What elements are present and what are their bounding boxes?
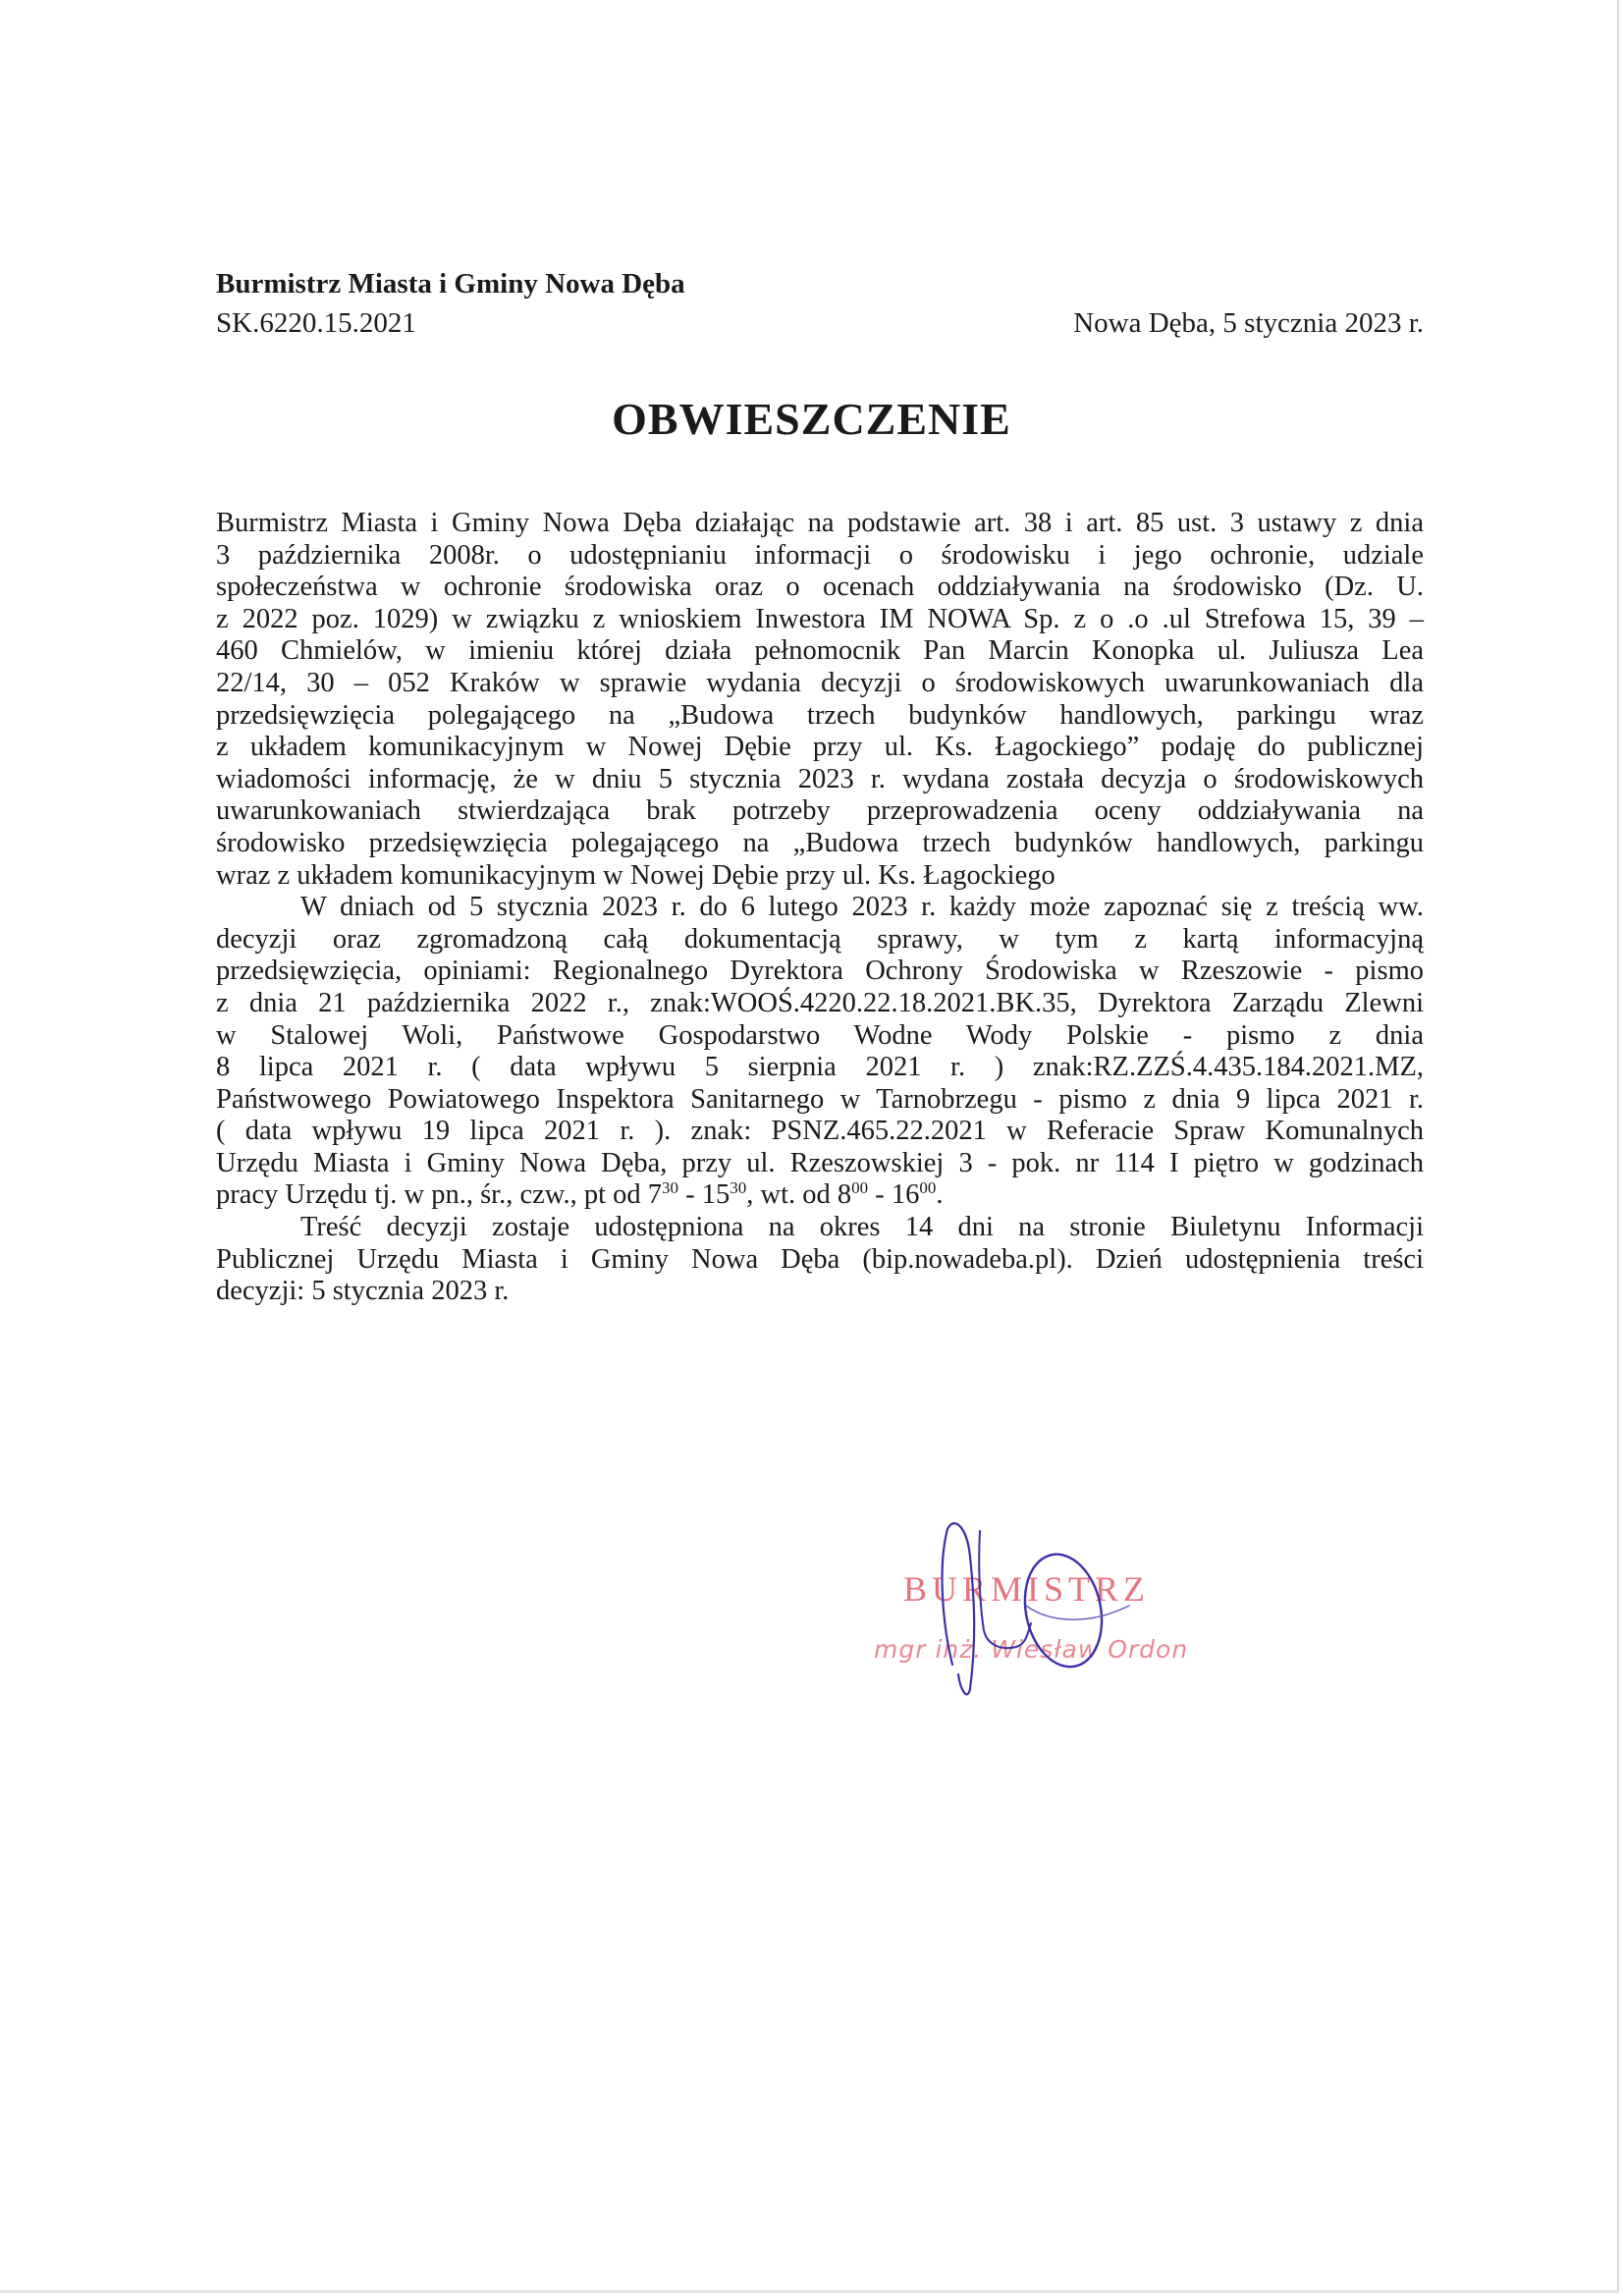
- office-hours-line: [216, 1179, 1424, 1212]
- document-title: OBWIESZCZENIE: [612, 394, 1011, 444]
- body-line: Urzędu Miasta i Gminy Nowa Dęba, przy ul. Rzeszowskiej 3 - pok. nr 114 I piętro w godzinach: [216, 1147, 1424, 1178]
- hours-superscript: 00: [851, 1178, 869, 1198]
- body-line: przedsięwzięcia, opiniami: Regionalnego Dyrektora Ochrony Środowiska w Rzeszowie - pismo: [216, 956, 1424, 987]
- body-line: decyzji oraz zgromadzoną całą dokumentacją sprawy, w tym z kartą informacyjną: [216, 923, 1424, 955]
- signature-stroke: [1026, 1606, 1129, 1619]
- scan-edge-bottom: [0, 2290, 1619, 2293]
- document-header: [216, 264, 1424, 343]
- hours-suffix: .: [936, 1179, 944, 1211]
- body-line: 460 Chmielów, w imieniu której działa pełnomocnik Pan Marcin Konopka ul. Juliusza Lea: [216, 635, 1424, 667]
- handwritten-signature: [854, 1507, 1208, 1714]
- hours-superscript: 30: [730, 1178, 747, 1198]
- hours-text: - 15: [678, 1179, 730, 1211]
- body-line: Państwowego Powiatowego Inspektora Sanitarnego w Tarnobrzegu - pismo z dnia 9 lipca 2021 r.: [216, 1083, 1424, 1115]
- stamp-title: BURMISTRZ: [903, 1569, 1151, 1609]
- signature-stroke: [943, 1523, 975, 1694]
- closing-line: decyzji: 5 stycznia 2023 r.: [216, 1276, 510, 1307]
- body-line: W dniach od 5 stycznia 2023 r. do 6 lutego 2023 r. każdy może zapoznać się z treścią ww.: [300, 892, 1424, 923]
- body-line: przedsięwzięcia polegającego na „Budowa trzech budynków handlowych, parkingu wraz: [216, 699, 1424, 731]
- body-line: Burmistrz Miasta i Gminy Nowa Dęba działając na podstawie art. 38 i art. 85 ust. 3 ustawy z dnia: [216, 508, 1424, 538]
- body-line: wiadomości informację, że w dniu 5 stycznia 2023 r. wydana została decyzja o środowiskowych: [216, 763, 1424, 794]
- stamp-name: mgr inż. Wiesław Ordon: [874, 1635, 1189, 1664]
- hours-text: , wt. od 8: [746, 1179, 852, 1211]
- body-line: 22/14, 30 – 052 Kraków w sprawie wydania decyzji o środowiskowych uwarunkowaniach dla: [216, 667, 1424, 698]
- place-date: Nowa Dęba, 5 stycznia 2023 r.: [1073, 307, 1424, 339]
- body-line: ( data wpływu 19 lipca 2021 r. ). znak: PSNZ.465.22.2021 w Referacie Spraw Komunalnych: [216, 1116, 1424, 1147]
- hours-text: - 16: [868, 1179, 920, 1211]
- official-stamp: [854, 1507, 1208, 1714]
- case-number: SK.6220.15.2021: [216, 307, 416, 339]
- hours-superscript: 30: [662, 1178, 679, 1198]
- body-line: 3 października 2008r. o udostępnianiu informacji o środowisku i jego ochronie, udziale: [216, 539, 1424, 571]
- hours-prefix: pracy Urzędu tj. w pn., śr., czw., pt od 7: [216, 1179, 663, 1211]
- body-line: społeczeństwa w ochronie środowiska oraz o ocenach oddziaływania na środowisko (Dz. U.: [216, 572, 1424, 603]
- body-line: z 2022 poz. 1029) w związku z wnioskiem Inwestora IM NOWA Sp. z o .o .ul Strefowa 15, 39 –: [216, 603, 1424, 634]
- body-line: 8 lipca 2021 r. ( data wpływu 5 sierpnia 2021 r. ) znak:RZ.ZZŚ.4.435.184.2021.MZ,: [216, 1052, 1424, 1083]
- body-line: z układem komunikacyjnym w Nowej Dębie przy ul. Ks. Łagockiego” podaję do publicznej: [216, 732, 1424, 763]
- body-line: wraz z układem komunikacyjnym w Nowej Dębie przy ul. Ks. Łagockiego: [216, 859, 1055, 891]
- body-line: uwarunkowaniach stwierdzająca brak potrzeby przeprowadzenia oceny oddziaływania na: [216, 795, 1424, 827]
- header-row: [216, 303, 1424, 343]
- body-line: środowisko przedsięwzięcia polegającego na „Budowa trzech budynków handlowych, parkingu: [216, 827, 1424, 858]
- issuing-office: Burmistrz Miasta i Gminy Nowa Dęba: [216, 268, 685, 300]
- body-line: w Stalowej Woli, Państwowe Gospodarstwo Wodne Wody Polskie - pismo z dnia: [216, 1019, 1424, 1051]
- document-body: [216, 508, 1424, 1308]
- signature-stroke: [1015, 1547, 1111, 1673]
- closing-line: Treść decyzji zostaje udostępniona na okres 14 dni na stronie Biuletynu Informacji: [300, 1212, 1424, 1243]
- scan-edge-right: [1617, 0, 1619, 2291]
- signature-stroke: [979, 1531, 1031, 1648]
- hours-superscript: 00: [919, 1178, 937, 1198]
- body-line: z dnia 21 października 2022 r., znak:WOOŚ.4220.22.18.2021.BK.35, Dyrektora Zarządu Zlewni: [216, 987, 1424, 1018]
- closing-line: Publicznej Urzędu Miasta i Gminy Nowa Dęba (bip.nowadeba.pl). Dzień udostępnienia treści: [216, 1243, 1424, 1275]
